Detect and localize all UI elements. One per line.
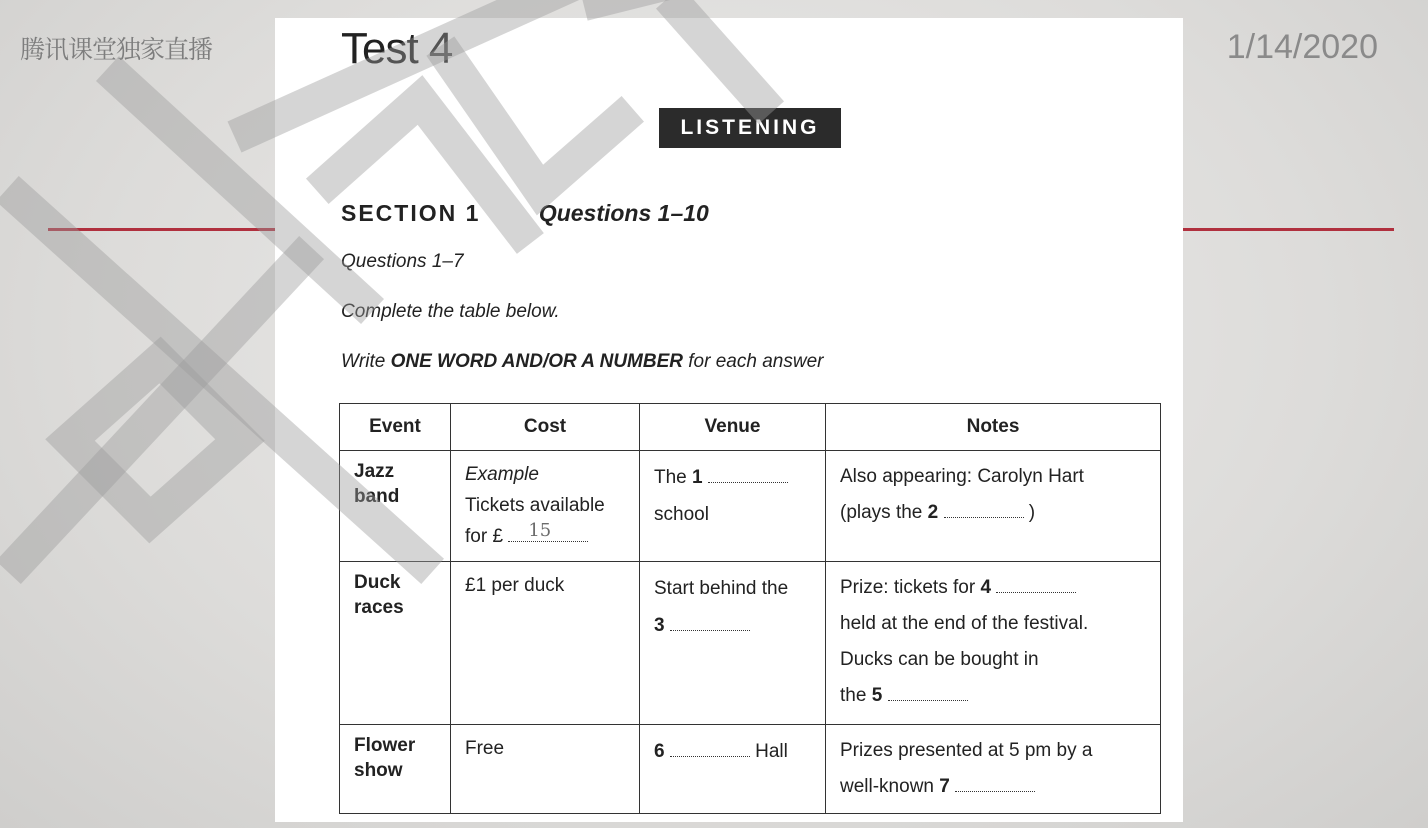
slide-header-left: 腾讯课堂独家直播 — [20, 35, 213, 64]
handwritten-answer: 15 — [528, 520, 552, 541]
header-notes: Notes — [826, 404, 1161, 451]
venue-cell: 6 Hall — [640, 725, 826, 814]
header-event: Event — [340, 404, 451, 451]
notes-cell: Prizes presented at 5 pm by a well-known 7 — [826, 725, 1161, 814]
event-cell: Flower show — [340, 725, 451, 814]
notes-cell: Also appearing: Carolyn Hart (plays the 2 ) — [826, 451, 1161, 562]
question-table — [339, 403, 1161, 814]
instruction-emphasis: ONE WORD AND/OR A NUMBER — [390, 351, 683, 372]
answer-blank — [670, 742, 750, 757]
cost-cell: Example Tickets available for £ 15 — [451, 451, 640, 562]
venue-cell: The 1 school — [640, 451, 826, 562]
instruction-complete: Complete the table below. — [341, 301, 560, 322]
answer-blank — [670, 616, 750, 631]
answer-blank — [944, 503, 1024, 518]
table-row — [340, 725, 1161, 814]
instruction-write: Write ONE WORD AND/OR A NUMBER for each answer — [341, 351, 824, 372]
exam-page — [275, 18, 1183, 822]
accent-rule-right — [1180, 228, 1394, 231]
event-cell: Duck races — [340, 562, 451, 725]
cost-cell: £1 per duck — [451, 562, 640, 725]
notes-cell: Prize: tickets for 4 held at the end of the festival. Ducks can be bought in the 5 — [826, 562, 1161, 725]
test-title: Test 4 — [341, 24, 453, 73]
header-cost: Cost — [451, 404, 640, 451]
section-questions: Questions 1–10 — [538, 200, 709, 226]
venue-cell: Start behind the 3 — [640, 562, 826, 725]
example-label: Example — [465, 464, 539, 485]
cost-cell: Free — [451, 725, 640, 814]
listening-badge: LISTENING — [659, 108, 841, 148]
answer-blank — [708, 468, 788, 483]
answer-blank — [996, 578, 1076, 593]
section-label: SECTION 1 — [341, 200, 481, 226]
event-cell: Jazz band — [340, 451, 451, 562]
section-heading — [341, 200, 709, 227]
answer-blank — [955, 777, 1035, 792]
accent-rule-left — [48, 228, 278, 231]
slide-date: 1/14/2020 — [1226, 28, 1378, 66]
table-header-row — [340, 404, 1161, 451]
table-row — [340, 451, 1161, 562]
table-row — [340, 562, 1161, 725]
header-venue: Venue — [640, 404, 826, 451]
answer-blank — [888, 686, 968, 701]
sub-questions: Questions 1–7 — [341, 251, 464, 272]
